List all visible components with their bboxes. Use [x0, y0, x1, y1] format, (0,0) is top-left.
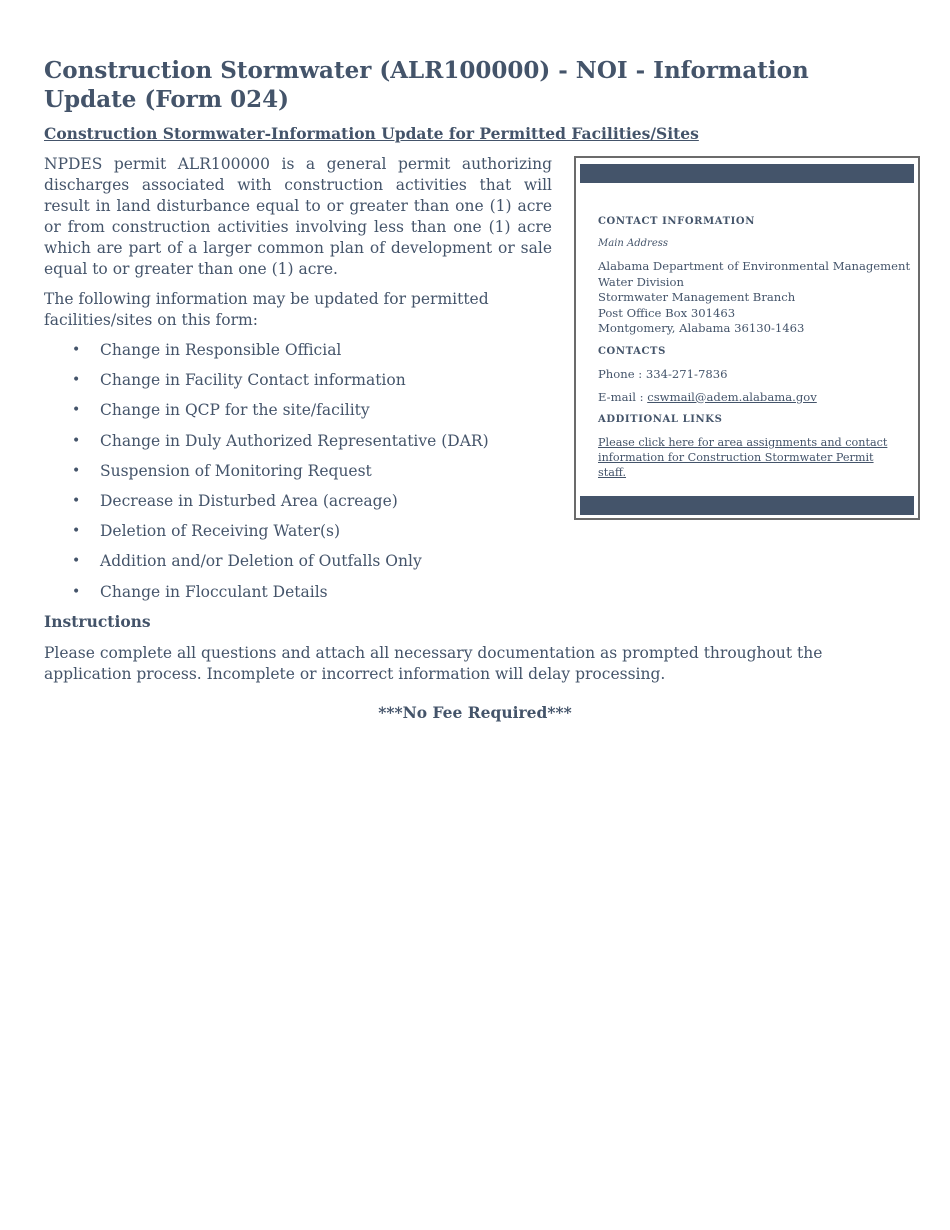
bullet-icon: •	[72, 523, 81, 540]
page-title: Construction Stormwater (ALR100000) - NOI - Information Update (Form 024)	[44, 57, 809, 113]
main-address-label: Main Address	[598, 238, 669, 249]
contact-info-heading: CONTACT INFORMATION	[598, 216, 755, 227]
bullet-icon: •	[72, 492, 81, 509]
address-line: Water Division	[598, 274, 684, 289]
additional-links-section	[598, 413, 908, 480]
additional-links-heading: ADDITIONAL LINKS	[598, 413, 723, 425]
email-link[interactable]: cswmail@adem.alabama.gov	[647, 389, 817, 404]
page-subtitle: Construction Stormwater-Information Update for Permitted Facilities/Sites	[44, 124, 699, 143]
list-item: • Change in Flocculant Details	[72, 582, 328, 601]
list-item: • Deletion of Receiving Water(s)	[72, 522, 341, 541]
contact-sidebar	[574, 156, 920, 520]
list-item: • Change in Facility Contact information	[72, 371, 406, 390]
intro-paragraph: NPDES permit ALR100000 is a general permit authorizing discharges associated with construction activities that will result in land disturbance equal to or greater than one (1) acre or from construction activities involving less than one (1) acre which are part of a larger common plan of development or sale equal to or greater than one (1) acre.	[44, 155, 552, 278]
list-item: • Change in QCP for the site/facility	[72, 401, 370, 420]
list-item: • Addition and/or Deletion of Outfalls Only	[72, 552, 422, 571]
bullet-icon: •	[72, 583, 81, 600]
bullet-icon: •	[72, 432, 81, 449]
sidebar-top-bar	[580, 164, 914, 183]
staff-assignments-link[interactable]: Please click here for area assignments and contact information for Construction Stormwater Permit staff.	[598, 435, 888, 479]
list-item: • Decrease in Disturbed Area (acreage)	[72, 491, 398, 510]
bullet-icon: •	[72, 462, 81, 479]
main-address	[598, 259, 911, 337]
phone-number: Phone : 334-271-7836	[598, 366, 728, 381]
address-line: Stormwater Management Branch	[598, 290, 796, 304]
contacts-heading: CONTACTS	[598, 345, 666, 357]
update-items-list	[44, 340, 564, 612]
address-line: Montgomery, Alabama 36130-1463	[598, 321, 805, 335]
list-item: • Change in Duly Authorized Representative (DAR)	[72, 431, 489, 450]
no-fee-notice: ***No Fee Required***	[378, 703, 572, 722]
list-item: • Suspension of Monitoring Request	[72, 461, 372, 480]
instructions-heading: Instructions	[44, 612, 151, 631]
bullet-icon: •	[72, 342, 81, 358]
list-item: • Change in Responsible Official	[72, 341, 342, 359]
address-line: Alabama Department of Environmental Management	[598, 259, 911, 273]
bullet-icon: •	[72, 372, 81, 389]
email-line	[598, 390, 908, 405]
instructions-body: Please complete all questions and attach all necessary documentation as prompted throughout the application process. Incomplete or incorrect information will delay processing.	[44, 644, 823, 683]
address-line: Post Office Box 301463	[598, 305, 736, 320]
contacts-section	[598, 345, 908, 405]
update-lead-text: The following information may be updated for permitted facilities/sites on this form:	[44, 290, 489, 329]
sidebar-bottom-bar	[580, 496, 914, 515]
email-label: E-mail :	[598, 389, 648, 404]
bullet-icon: •	[72, 553, 81, 570]
bullet-icon: •	[72, 402, 81, 419]
sidebar-content	[598, 215, 911, 480]
